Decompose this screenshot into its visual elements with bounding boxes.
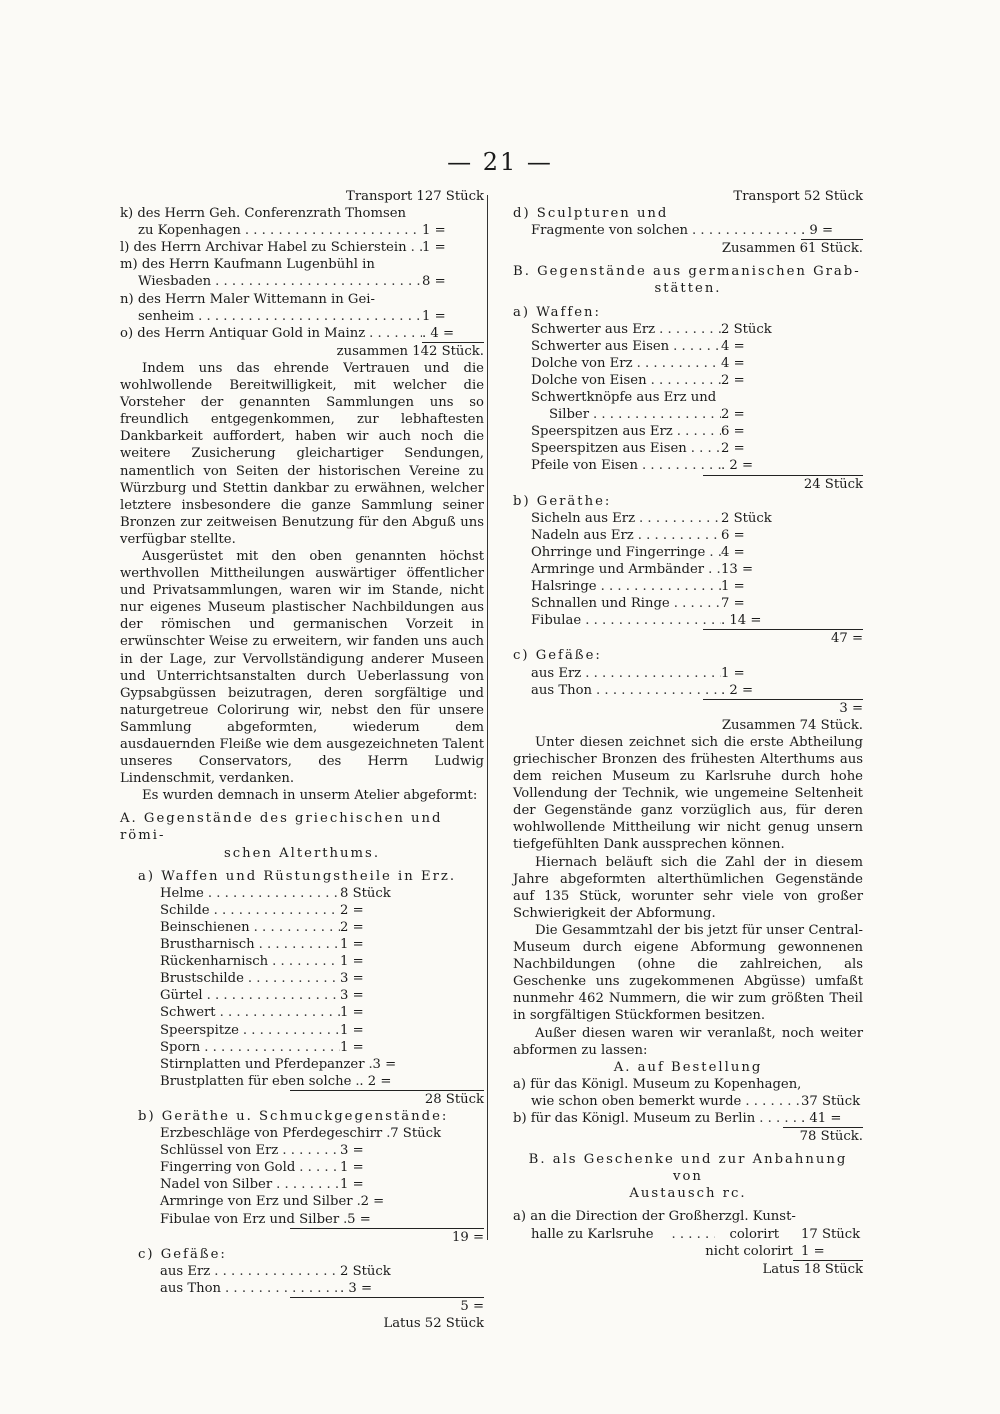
paragraph-3: Es wurden demnach in unserm Atelier abgeformt: xyxy=(142,788,478,804)
latus-left: Latus 52 Stück xyxy=(383,1316,484,1332)
list-item: Nadeln aus Erz . . . 6 = xyxy=(531,527,783,544)
subtotal-ra: 24 Stück xyxy=(703,475,863,493)
donor-m: m) des Herrn Kaufmann Lugenbühl in Wiesbaden . . . 8 = xyxy=(120,256,484,290)
list-rc xyxy=(513,665,783,699)
list-item: aus Erz . . . 1 = xyxy=(531,665,783,682)
donor-o: o) des Herrn Antiquar Gold in Mainz . . . . 4 = xyxy=(120,325,484,343)
list-item: Sporn . . . 1 = xyxy=(160,1039,402,1056)
list-item: Stirnplatten und Pferdepanzer . . . 3 = xyxy=(160,1056,402,1073)
total-d: Zusammen 61 Stück. xyxy=(721,241,863,257)
subsection-b-heading: b) Geräthe u. Schmuckgegenstände: xyxy=(138,1108,449,1124)
list-item: Schwert . . . 1 = xyxy=(160,1004,402,1021)
paragraph-1: Indem uns das ehrende Vertrauen und die wohlwollende Bereitwilligkeit, mit welcher die Vorsteher der genannten Sammlungen uns so freundlich entgegenkommen, zur lebhaftesten Dankbarkeit auffordert, haben wir auch noch die weitere Zusicherung gleichartiger Sendungen, namentlich von Seiten der historischen Vereine zu Würzburg und Stettin dankbar zu erwähnen, welcher letztere insbesondere die ganze Sammlung seiner Bronzen zur zeitweisen Benutzung für den Abguß uns verfügbar stellte. xyxy=(120,360,484,547)
subsection-rb-heading: b) Geräthe: xyxy=(513,493,612,509)
right-column xyxy=(513,188,863,1278)
list-item: Schlüssel von Erz . . . 3 = xyxy=(160,1142,402,1159)
page-number: — 21 — xyxy=(447,148,553,176)
subheading-a-order: A. auf Bestellung xyxy=(613,1059,763,1075)
list-item: Armringe von Erz und Silber . . . 2 = xyxy=(160,1193,402,1210)
subheading-b-gifts: B. als Geschenke und zur Anbahnung von xyxy=(528,1152,848,1185)
list-item: Brustplatten für eben solche . . . . 2 = xyxy=(160,1073,402,1090)
list-item: Helme . . . 8 Stück xyxy=(160,885,402,902)
order-b: b) für das Königl. Museum zu Berlin . . . . 41 = xyxy=(513,1110,863,1127)
section-a-heading-2: schen Alterthums. xyxy=(223,845,381,861)
list-item: Fibulae von Erz und Silber . . . 5 = xyxy=(160,1211,402,1228)
list-item: Schwerter aus Eisen . . . 4 = xyxy=(531,338,783,355)
subtotal-rc: 3 = xyxy=(703,699,863,717)
left-column xyxy=(120,188,484,1332)
section-a-heading: A. Gegenstände des griechischen und römi- xyxy=(120,811,443,844)
list-item: Rückenharnisch . . . 1 = xyxy=(160,953,402,970)
list-item: Brustschilde . . . 3 = xyxy=(160,970,402,987)
list-b xyxy=(120,1125,441,1228)
list-item: aus Erz . . . 2 Stück xyxy=(160,1263,402,1280)
latus-right: Latus 18 Stück xyxy=(762,1261,863,1277)
list-item: Brustharnisch . . . 1 = xyxy=(160,936,402,953)
paragraph-2: Ausgerüstet mit den oben genannten höchst werthvollen Mittheilungen auswärtiger öffentlicher und Privatsammlungen, waren wir im Stande, nicht nur eigenes Museum plastischer Nachbildungen aus der römischen und germanischen Vorzeit in erwünschter Weise zu erweitern, wir fanden uns auch in der Lage, zur Vervollständigung anderer Museen und Unterrichtsanstalten durch Ueberlassung von Gypsabgüssen beizutragen, deren sorgfältige und naturgetreue Colorirung wir, nebst den für unsere Sammlung abgeformten, wiederum dem ausdauernden Fleiße wie dem ausgezeichneten Talent unseres Conservators, des Herrn Ludwig Lindenschmit, verdanken. xyxy=(120,548,484,787)
item-d-heading: d) Sculpturen und xyxy=(513,206,669,222)
order-total: 78 Stück. xyxy=(783,1127,863,1145)
paragraph-r2: Hiernach beläuft sich die Zahl der in diesem Jahre abgeformten alterthümlichen Gegenstände auf 135 Stück, worunter sehr viele von großer Schwierigkeit der Abformung. xyxy=(513,854,863,921)
list-item: Schwerter aus Erz . . . 2 Stück xyxy=(531,321,783,338)
subtotal-c: 5 = xyxy=(290,1297,484,1315)
list-item: Ohrringe und Fingerringe . . . 4 = xyxy=(531,544,783,561)
subsection-c-heading: c) Gefäße: xyxy=(138,1246,227,1262)
list-item: Fingerring von Gold . . . 1 = xyxy=(160,1159,402,1176)
subsection-rc-heading: c) Gefäße: xyxy=(513,648,602,664)
total-left-donors: zusammen 142 Stück. xyxy=(336,343,484,359)
list-item: Speerspitzen aus Eisen . . . 2 = xyxy=(531,440,783,457)
list-item: Pfeile von Eisen . . . . 2 = xyxy=(531,457,783,474)
list-item: Silber . . . 2 = xyxy=(531,406,783,423)
list-item: Nadel von Silber . . . 1 = xyxy=(160,1176,402,1193)
paragraph-r1: Unter diesen zeichnet sich die erste Abtheilung griechischer Bronzen des frühesten Alterthums aus dem reichen Museum zu Karlsruhe durch hohe Vollendung der Technik, wie ungemeine Seltenheit der Gegenstände ganz vorzüglich aus, für deren wohlwollende Mittheilung wir nicht genug unsern tiefgefühlten Dank aussprechen können. xyxy=(513,734,863,853)
subheading-b-gifts-2: Austausch rc. xyxy=(629,1186,747,1202)
transport-left: Transport 127 Stück xyxy=(346,189,484,204)
subtotal-rb: 47 = xyxy=(703,629,863,647)
list-item: Halsringe . . . 1 = xyxy=(531,578,783,595)
list-item: Speerspitze . . . 1 = xyxy=(160,1022,402,1039)
subtotal-a: 28 Stück xyxy=(290,1090,484,1108)
list-item: Gürtel . . . 3 = xyxy=(160,987,402,1004)
donor-l: l) des Herrn Archivar Habel zu Schierstein . . . 1 = xyxy=(120,239,484,256)
list-item: Schnallen und Ringe . . . 7 = xyxy=(531,595,783,612)
column-divider xyxy=(487,195,488,1240)
list-item: Schilde . . . 2 = xyxy=(160,902,402,919)
list-item: Erzbeschläge von Pferdegeschirr . . . 7 Stück xyxy=(160,1125,402,1142)
donor-k: k) des Herrn Geh. Conferenzrath Thomsen zu Kopenhagen . . . 1 = xyxy=(120,205,484,239)
list-item: aus Thon . . . . 2 = xyxy=(531,682,783,699)
list-item: Dolche von Erz . . . 4 = xyxy=(531,355,783,372)
list-item: Sicheln aus Erz . . . 2 Stück xyxy=(531,510,783,527)
item-d: Fragmente von solchen . . . . 9 = xyxy=(513,222,863,240)
section-b-heading: B. Gegenstände aus germanischen Grab- xyxy=(513,264,861,280)
list-item: aus Thon . . . . 3 = xyxy=(160,1280,402,1297)
paragraph-r4: Außer diesen waren wir veranlaßt, noch weiter abformen zu lassen: xyxy=(513,1025,863,1058)
list-item: Dolche von Eisen . . . 2 = xyxy=(531,372,783,389)
list-item: Beinschienen . . . 2 = xyxy=(160,919,402,936)
total-b-all: Zusammen 74 Stück. xyxy=(721,717,863,733)
subsection-ra-heading: a) Waffen: xyxy=(513,304,601,320)
list-item: Speerspitzen aus Erz . . . 6 = xyxy=(531,423,783,440)
order-a: a) für das Königl. Museum zu Kopenhagen, wie schon oben bemerkt wurde . . . 37 Stück xyxy=(513,1076,863,1110)
donor-n: n) des Herrn Maler Wittemann in Gei- senheim . . . 1 = xyxy=(120,291,484,325)
list-ra xyxy=(513,321,783,475)
list-c xyxy=(120,1263,402,1297)
list-item: Schwertknöpfe aus Erz und xyxy=(531,390,717,406)
subtotal-b: 19 = xyxy=(290,1228,484,1246)
gift-a: a) an die Direction der Großherzgl. Kunst- halle zu Karlsruhe . . . colorirt 17 Stück nicht colorirt 1 = xyxy=(513,1208,863,1260)
list-item: Fibulae . . . . 14 = xyxy=(531,612,783,629)
list-a xyxy=(120,885,402,1090)
transport-right: Transport 52 Stück xyxy=(733,189,863,204)
list-rb xyxy=(513,510,783,630)
list-item: Armringe und Armbänder . . . 13 = xyxy=(531,561,783,578)
paragraph-r3: Die Gesammtzahl der bis jetzt für unser Central-Museum durch eigene Abformung gewonnenen Nachbildungen (ohne die zahlreichen, als Geschenke uns zugekommenen Abgüsse) umfaßt nunmehr 462 Nummern, die wir zum größten Theil in sorgfältigen Stückformen besitzen. xyxy=(513,922,863,1024)
section-b-heading-2: stätten. xyxy=(654,281,722,297)
subsection-a-heading: a) Waffen und Rüstungstheile in Erz. xyxy=(138,868,457,884)
